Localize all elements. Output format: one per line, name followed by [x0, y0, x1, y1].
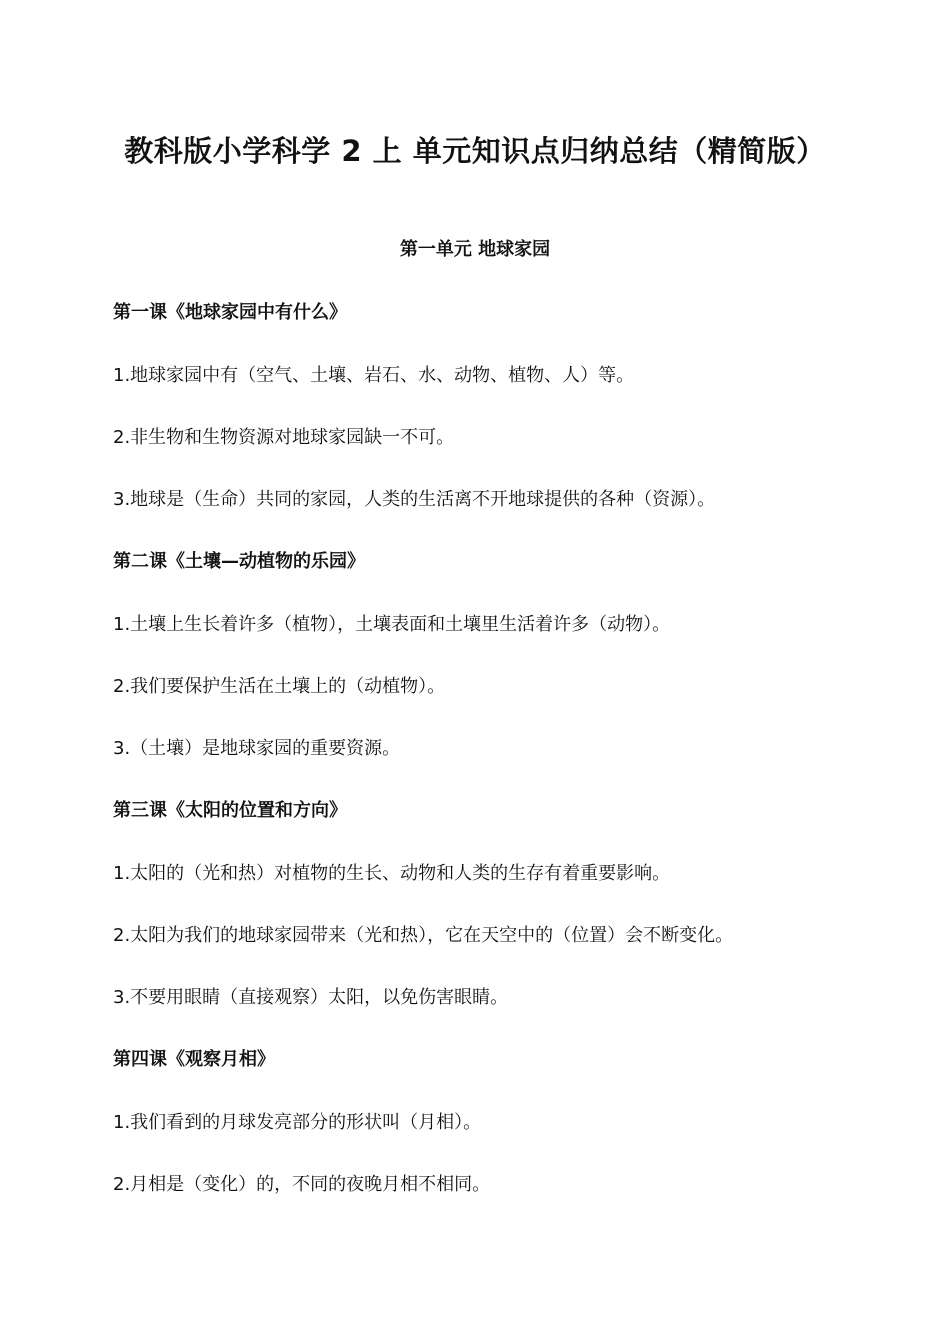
lesson-1-point-1: 1.地球家园中有（空气、土壤、岩石、水、动物、植物、人）等。 — [113, 365, 635, 386]
unit-title: 第一单元 地球家园 — [399, 239, 551, 260]
lesson-title-4: 第四课《观察月相》 — [113, 1049, 275, 1070]
lesson-2-point-1: 1.土壤上生长着许多（植物），土壤表面和土壤里生活着许多（动物）。 — [113, 614, 671, 635]
lesson-3-point-3: 3.不要用眼睛（直接观察）太阳，以免伤害眼睛。 — [113, 987, 509, 1008]
lesson-title-3: 第三课《太阳的位置和方向》 — [113, 800, 347, 821]
lesson-1-point-2: 2.非生物和生物资源对地球家园缺一不可。 — [113, 427, 455, 448]
lesson-title-1: 第一课《地球家园中有什么》 — [113, 302, 347, 323]
lesson-2-point-2: 2.我们要保护生活在土壤上的（动植物）。 — [113, 676, 446, 697]
lesson-title-2: 第二课《土壤—动植物的乐园》 — [113, 551, 365, 572]
lesson-3-point-2: 2.太阳为我们的地球家园带来（光和热），它在天空中的（位置）会不断变化。 — [113, 925, 734, 946]
lesson-3-point-1: 1.太阳的（光和热）对植物的生长、动物和人类的生存有着重要影响。 — [113, 863, 671, 884]
lesson-4-point-1: 1.我们看到的月球发亮部分的形状叫（月相）。 — [113, 1112, 482, 1133]
lesson-4-point-2: 2.月相是（变化）的，不同的夜晚月相不相同。 — [113, 1174, 491, 1195]
lesson-2-point-3: 3.（土壤）是地球家园的重要资源。 — [113, 738, 401, 759]
document-title: 教科版小学科学 2 上 单元知识点归纳总结（精简版） — [124, 134, 826, 168]
lesson-1-point-3: 3.地球是（生命）共同的家园，人类的生活离不开地球提供的各种（资源）。 — [113, 489, 716, 510]
